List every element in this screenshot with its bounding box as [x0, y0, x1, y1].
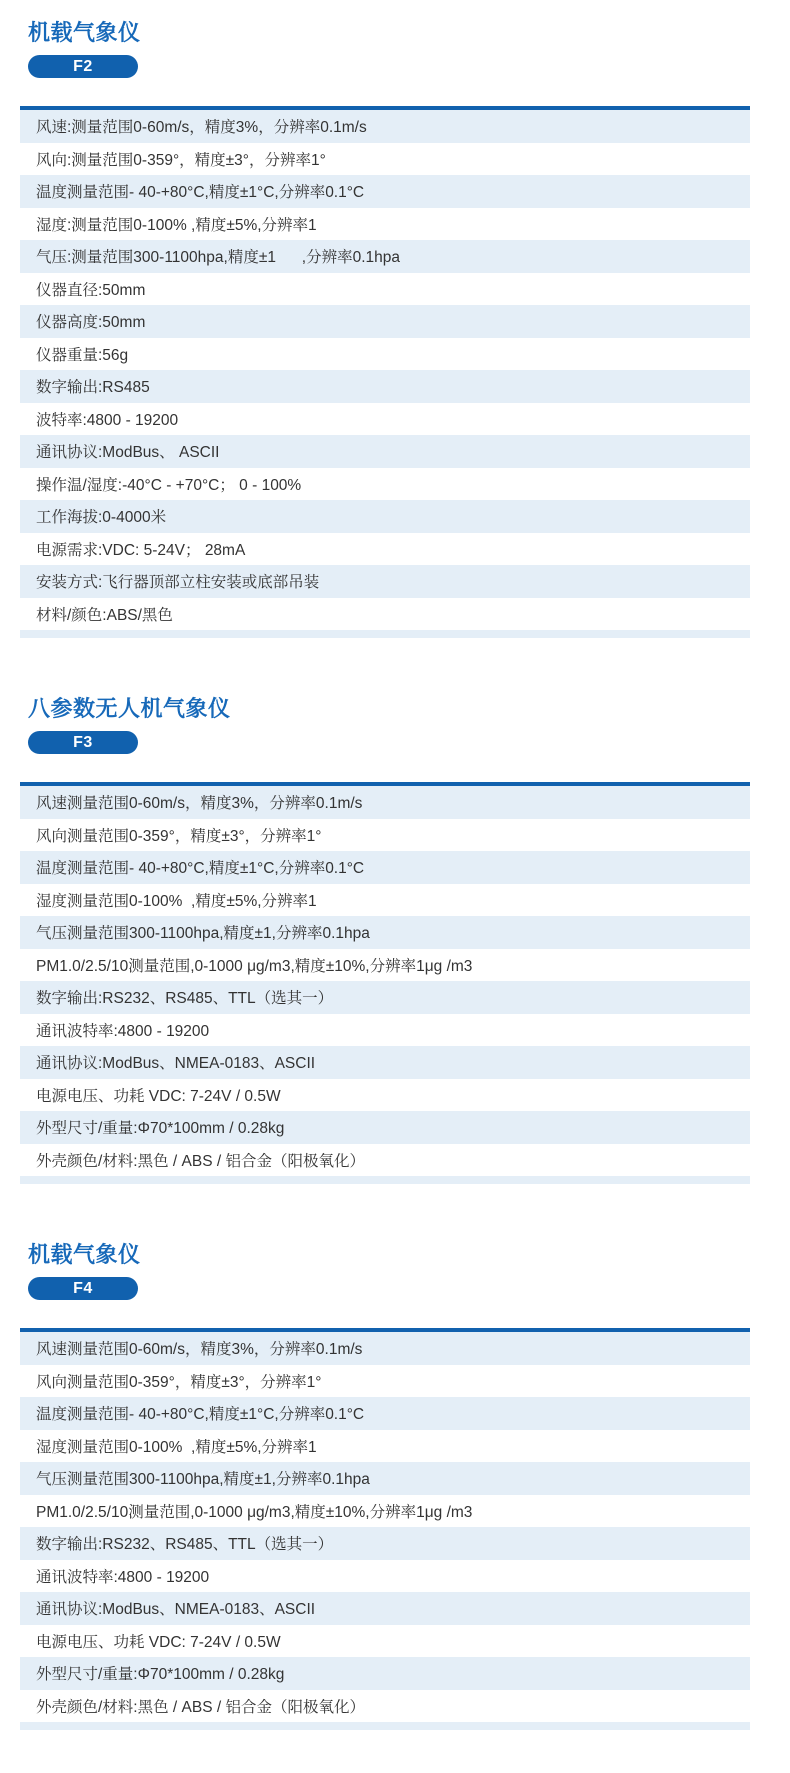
spec-row-text: 数字输出:RS232、RS485、TTL（选其一） — [36, 990, 334, 1008]
spec-row — [20, 1430, 750, 1463]
product-section-f2 — [0, 20, 790, 638]
spec-row-text: 温度测量范围- 40-+80°C,精度±1°C,分辨率0.1°C — [36, 860, 365, 878]
spec-row-text: 数字输出:RS485 — [36, 379, 150, 397]
spec-table — [20, 1328, 750, 1722]
section-header — [0, 696, 790, 754]
spec-table — [20, 106, 750, 630]
spec-row-text: 通讯协议:ModBus、 ASCII — [36, 444, 220, 462]
spec-row — [20, 1462, 750, 1495]
spec-row-text: 温度测量范围- 40-+80°C,精度±1°C,分辨率0.1°C — [36, 184, 365, 202]
spec-row — [20, 819, 750, 852]
spec-row-text: 外壳颜色/材料:黑色 / ABS / 铝合金（阳极氧化） — [36, 1698, 365, 1716]
spec-row — [20, 1690, 750, 1723]
spec-row-text: 风向测量范围0-359°，精度±3°，分辨率1° — [36, 827, 322, 845]
spec-row-text: 气压测量范围300-1100hpa,精度±1,分辨率0.1hpa — [36, 925, 370, 943]
spec-row — [20, 1332, 750, 1365]
product-section-f4 — [0, 1242, 790, 1730]
spec-row — [20, 1014, 750, 1047]
table-bottom-strip — [20, 630, 750, 638]
spec-row-text: 通讯波特率:4800 - 19200 — [36, 1568, 210, 1586]
spec-row-text: 风速测量范围0-60m/s，精度3%，分辨率0.1m/s — [36, 1341, 363, 1359]
table-bottom-strip — [20, 1722, 750, 1730]
spec-row — [20, 175, 750, 208]
spec-row-text: 通讯协议:ModBus、NMEA-0183、ASCII — [36, 1601, 316, 1619]
spec-row — [20, 949, 750, 982]
model-badge: F3 — [28, 731, 138, 754]
spec-row — [20, 1046, 750, 1079]
spec-row-text: 通讯波特率:4800 - 19200 — [36, 1022, 210, 1040]
spec-row-text: 安装方式:飞行器顶部立柱安装或底部吊装 — [36, 574, 320, 592]
spec-row-text: 风向:测量范围0-359°，精度±3°，分辨率1° — [36, 151, 326, 169]
spec-row — [20, 143, 750, 176]
spec-row-text: 仪器重量:56g — [36, 346, 129, 364]
spec-row-text: 通讯协议:ModBus、NMEA-0183、ASCII — [36, 1055, 316, 1073]
section-title: 机载气象仪 — [28, 1242, 141, 1267]
spec-row — [20, 1397, 750, 1430]
spec-row-text: 操作温/湿度:-40°C - +70°C； 0 - 100% — [36, 476, 302, 494]
spec-row-text: 工作海拔:0-4000米 — [36, 509, 167, 527]
spec-row — [20, 500, 750, 533]
spec-row — [20, 565, 750, 598]
spec-row — [20, 338, 750, 371]
spec-row — [20, 981, 750, 1014]
model-badge: F4 — [28, 1277, 138, 1300]
spec-row — [20, 435, 750, 468]
spec-row-text: 风向测量范围0-359°，精度±3°，分辨率1° — [36, 1373, 322, 1391]
product-section-f3 — [0, 696, 790, 1184]
spec-row-text: 湿度测量范围0-100% ,精度±5%,分辨率1 — [36, 892, 317, 910]
spec-row — [20, 403, 750, 436]
spec-row-text: 风速测量范围0-60m/s，精度3%，分辨率0.1m/s — [36, 795, 363, 813]
spec-row — [20, 1560, 750, 1593]
spec-row-text: 外型尺寸/重量:Φ70*100mm / 0.28kg — [36, 1120, 285, 1138]
spec-row-text: 外型尺寸/重量:Φ70*100mm / 0.28kg — [36, 1666, 285, 1684]
spec-row-text: 电源电压、功耗 VDC: 7-24V / 0.5W — [36, 1633, 281, 1651]
spec-row — [20, 370, 750, 403]
spec-row — [20, 1625, 750, 1658]
spec-row — [20, 884, 750, 917]
spec-row-text: 材料/颜色:ABS/黑色 — [36, 606, 173, 624]
spec-row — [20, 916, 750, 949]
section-header — [0, 20, 790, 78]
spec-row — [20, 533, 750, 566]
spec-row-text: 数字输出:RS232、RS485、TTL（选其一） — [36, 1536, 334, 1554]
spec-row — [20, 598, 750, 631]
model-badge: F2 — [28, 55, 138, 78]
spec-row-text: 仪器高度:50mm — [36, 314, 146, 332]
spec-row — [20, 1144, 750, 1177]
spec-row-text: PM1.0/2.5/10测量范围,0-1000 μg/m3,精度±10%,分辨率1μg /m3 — [36, 957, 473, 975]
spec-row — [20, 1079, 750, 1112]
table-bottom-strip — [20, 1176, 750, 1184]
spec-row — [20, 468, 750, 501]
spec-row — [20, 208, 750, 241]
spec-row — [20, 1495, 750, 1528]
spec-row-text: 波特率:4800 - 19200 — [36, 411, 179, 429]
spec-row — [20, 1657, 750, 1690]
section-header — [0, 1242, 790, 1300]
spec-row-text: 外壳颜色/材料:黑色 / ABS / 铝合金（阳极氧化） — [36, 1152, 365, 1170]
spec-row-text: 风速:测量范围0-60m/s，精度3%，分辨率0.1m/s — [36, 119, 367, 137]
spec-row — [20, 1592, 750, 1625]
spec-row — [20, 1111, 750, 1144]
spec-row-text: 湿度:测量范围0-100% ,精度±5%,分辨率1 — [36, 216, 317, 234]
spec-row — [20, 851, 750, 884]
spec-row — [20, 240, 750, 273]
section-title: 机载气象仪 — [28, 20, 141, 45]
section-title: 八参数无人机气象仪 — [28, 696, 231, 721]
spec-row — [20, 1365, 750, 1398]
spec-row-text: PM1.0/2.5/10测量范围,0-1000 μg/m3,精度±10%,分辨率1μg /m3 — [36, 1503, 473, 1521]
spec-row — [20, 305, 750, 338]
spec-row-text: 气压测量范围300-1100hpa,精度±1,分辨率0.1hpa — [36, 1471, 370, 1489]
spec-row-text: 气压:测量范围300-1100hpa,精度±1 ,分辨率0.1hpa — [36, 249, 401, 267]
spec-row — [20, 1527, 750, 1560]
spec-row-text: 电源电压、功耗 VDC: 7-24V / 0.5W — [36, 1087, 281, 1105]
spec-row-text: 电源需求:VDC: 5-24V； 28mA — [36, 541, 246, 559]
spec-row — [20, 786, 750, 819]
spec-row-text: 温度测量范围- 40-+80°C,精度±1°C,分辨率0.1°C — [36, 1406, 365, 1424]
spec-row-text: 湿度测量范围0-100% ,精度±5%,分辨率1 — [36, 1438, 317, 1456]
spec-row-text: 仪器直径:50mm — [36, 281, 146, 299]
spec-row — [20, 110, 750, 143]
spec-table — [20, 782, 750, 1176]
spec-row — [20, 273, 750, 306]
